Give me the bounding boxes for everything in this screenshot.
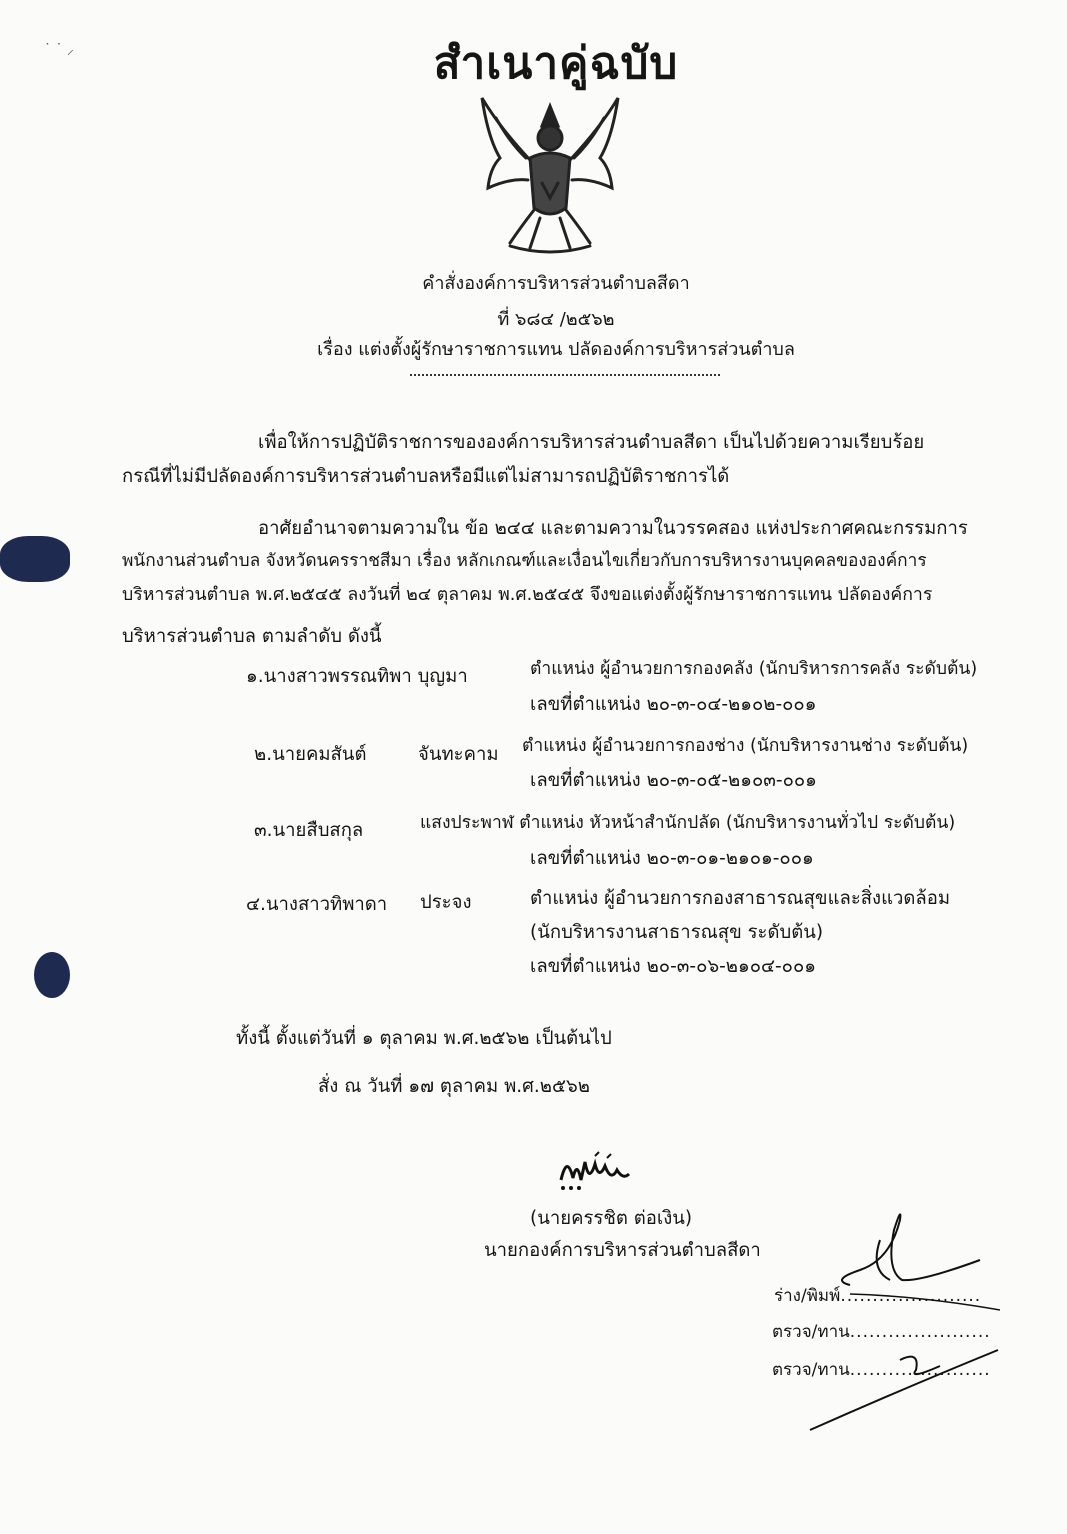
copy-stamp: สำเนาคู่ฉบับ bbox=[433, 38, 679, 89]
check1-label: ตรวจ/ทาน bbox=[772, 1322, 850, 1342]
appointee-4-position-sub: (นักบริหารงานสาธารณสุข ระดับต้น) bbox=[530, 922, 824, 943]
check1-dots: ...................... bbox=[849, 1322, 991, 1342]
corner-specks: ˙ ˙ ⸝ bbox=[44, 42, 74, 58]
order-date: สั่ง ณ วันที่ ๑๗ ตุลาคม พ.ศ.๒๕๖๒ bbox=[318, 1076, 590, 1097]
appointee-4-name: ๔.นางสาวทิพาดา bbox=[246, 894, 388, 915]
initial-signatures bbox=[790, 1200, 1000, 1440]
signatory-name: (นายครรชิต ต่อเงิน) bbox=[530, 1208, 693, 1229]
appointee-4-position: ตำแหน่ง ผู้อำนวยการกองสาธารณสุขและสิ่งแวดล้อม bbox=[530, 888, 951, 909]
draft-dots: ...................... bbox=[840, 1286, 982, 1306]
appointee-1-number: เลขที่ตำแหน่ง ๒๐-๓-๐๔-๒๑๐๒-๐๐๑ bbox=[530, 694, 817, 715]
appointee-1-name: ๑.นางสาวพรรณทิพา บุญมา bbox=[246, 666, 468, 687]
para1-line2: กรณีที่ไม่มีปลัดองค์การบริหารส่วนตำบลหรือมีแต่ไม่สามารถปฏิบัติราชการได้ bbox=[122, 466, 730, 487]
garuda-emblem-icon bbox=[470, 88, 630, 258]
check2-dots: ...................... bbox=[849, 1360, 991, 1380]
effective-date: ทั้งนี้ ตั้งแต่วันที่ ๑ ตุลาคม พ.ศ.๒๕๖๒ เป็นต้นไป bbox=[236, 1028, 612, 1049]
appointee-3-number: เลขที่ตำแหน่ง ๒๐-๓-๐๑-๒๑๐๑-๐๐๑ bbox=[530, 848, 814, 869]
appointee-3-surname-position: แสงประพาฬ ตำแหน่ง หัวหน้าสำนักปลัด (นักบริหารงานทั่วไป ระดับต้น) bbox=[420, 813, 956, 833]
para1-line1: เพื่อให้การปฏิบัติราชการขององค์การบริหารส่วนตำบลสีดา เป็นไปด้วยความเรียบร้อย bbox=[258, 432, 925, 453]
appointee-4-number: เลขที่ตำแหน่ง ๒๐-๓-๐๖-๒๑๐๔-๐๐๑ bbox=[530, 956, 817, 977]
order-subject: เรื่อง แต่งตั้งผู้รักษาราชการแทน ปลัดองค์การบริหารส่วนตำบล bbox=[317, 339, 795, 360]
appointee-1-position: ตำแหน่ง ผู้อำนวยการกองคลัง (นักบริหารการคลัง ระดับต้น) bbox=[530, 659, 978, 679]
para2-line3: บริหารส่วนตำบล พ.ศ.๒๕๔๕ ลงวันที่ ๒๔ ตุลาคม พ.ศ.๒๕๔๕ จึงขอแต่งตั้งผู้รักษาราชการแทน ปลัดองค์การ bbox=[122, 585, 933, 605]
appointee-2-surname: จันทะคาม bbox=[418, 744, 499, 765]
appointee-4-surname: ประจง bbox=[420, 892, 472, 913]
appointee-2-name: ๒.นายคมสันต์ bbox=[254, 744, 367, 765]
para2-line1: อาศัยอำนาจตามความใน ข้อ ๒๔๔ และตามความในวรรคสอง แห่งประกาศคณะกรรมการ bbox=[258, 518, 968, 539]
para2-line4: บริหารส่วนตำบล ตามลำดับ ดังนี้ bbox=[122, 626, 382, 647]
header-divider bbox=[410, 374, 720, 376]
appointee-3-name: ๓.นายสืบสกุล bbox=[254, 820, 364, 841]
appointee-2-position: ตำแหน่ง ผู้อำนวยการกองช่าง (นักบริหารงานช่าง ระดับต้น) bbox=[522, 736, 969, 756]
order-number: ที่ ๖๘๔ /๒๕๖๒ bbox=[497, 309, 615, 330]
check2-label: ตรวจ/ทาน bbox=[772, 1360, 850, 1380]
order-title: คำสั่งองค์การบริหารส่วนตำบลสีดา bbox=[422, 273, 690, 294]
left-ink-blot bbox=[0, 536, 70, 582]
left-ink-dot bbox=[34, 952, 70, 998]
appointee-2-number: เลขที่ตำแหน่ง ๒๐-๓-๐๕-๒๑๐๓-๐๐๑ bbox=[530, 770, 817, 791]
para2-line2: พนักงานส่วนตำบล จังหวัดนครราชสีมา เรื่อง หลักเกณฑ์และเงื่อนไขเกี่ยวกับการบริหารงานบุคคลขององค์การ bbox=[122, 551, 927, 571]
draft-label: ร่าง/พิมพ์ bbox=[774, 1286, 841, 1306]
signatory-title: นายกองค์การบริหารส่วนตำบลสีดา bbox=[484, 1240, 761, 1261]
mayor-signature bbox=[555, 1150, 635, 1192]
